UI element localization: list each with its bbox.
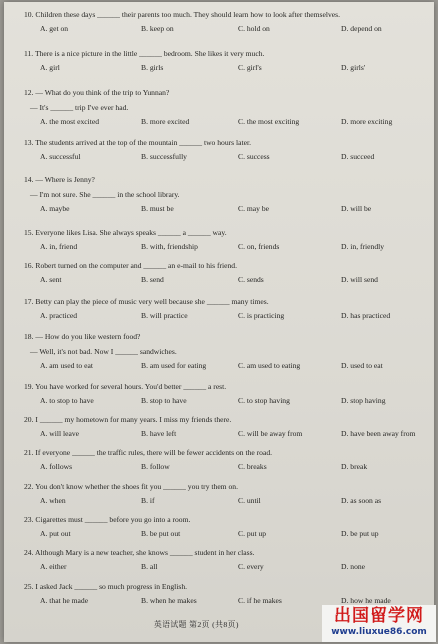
answer-options	[24, 24, 429, 34]
question-20	[24, 415, 429, 439]
option-a: A. in, friend	[40, 242, 78, 251]
option-b: B. successfully	[141, 152, 187, 161]
answer-options	[24, 275, 429, 285]
question-stem: 21. If everyone ______ the traffic rules, there will be fewer accidents on the road.	[24, 448, 273, 457]
question-10	[24, 10, 429, 34]
option-d: D. will be	[341, 204, 372, 213]
option-a: A. that he made	[40, 596, 89, 605]
option-c: C. hold on	[238, 24, 270, 33]
option-c: C. if he makes	[238, 596, 282, 605]
option-c: C. sends	[238, 275, 264, 284]
option-b: B. have left	[141, 429, 177, 438]
answer-options	[24, 396, 429, 406]
option-d: D. girls'	[341, 63, 366, 72]
option-b: B. send	[141, 275, 164, 284]
option-a: A. follows	[40, 462, 73, 471]
question-dialogue-line: — Well, it's not bad. Now I ______ sandwiches.	[30, 347, 177, 356]
option-b: B. keep on	[141, 24, 174, 33]
option-c: C. girl's	[238, 63, 262, 72]
option-c: C. is practicing	[238, 311, 285, 320]
option-a: A. either	[40, 562, 67, 571]
option-d: D. as soon as	[341, 496, 382, 505]
option-c: C. may be	[238, 204, 270, 213]
question-stem: 18. — How do you like western food?	[24, 332, 141, 341]
option-c: C. success	[238, 152, 270, 161]
answer-options	[24, 311, 429, 321]
option-d: D. more exciting	[341, 117, 393, 126]
option-b: B. follow	[141, 462, 170, 471]
option-b: B. stop to have	[141, 396, 187, 405]
option-c: C. put up	[238, 529, 267, 538]
option-b: B. with, friendship	[141, 242, 198, 251]
question-22	[24, 482, 429, 506]
option-d: D. none	[341, 562, 366, 571]
answer-options	[24, 242, 429, 252]
option-d: D. used to eat	[341, 361, 383, 370]
question-stem: 14. — Where is Jenny?	[24, 175, 95, 184]
question-23	[24, 515, 429, 539]
exam-page	[4, 2, 434, 642]
option-a: A. when	[40, 496, 66, 505]
option-c: C. every	[238, 562, 264, 571]
option-d: D. how he made	[341, 596, 391, 605]
option-c: C. until	[238, 496, 261, 505]
question-stem: 22. You don't know whether the shoes fit you ______ you try them on.	[24, 482, 238, 491]
question-17	[24, 297, 429, 321]
question-stem: 23. Cigarettes must ______ before you go into a room.	[24, 515, 191, 524]
option-d: D. have been away from	[341, 429, 416, 438]
answer-options	[24, 361, 429, 371]
question-14	[24, 175, 429, 214]
option-a: A. the most excited	[40, 117, 100, 126]
option-d: D. has practiced	[341, 311, 391, 320]
option-a: A. sent	[40, 275, 62, 284]
question-16	[24, 261, 429, 285]
watermark-url: www.liuxue86.com	[331, 627, 427, 637]
option-d: D. in, friendly	[341, 242, 385, 251]
option-d: D. depend on	[341, 24, 382, 33]
question-stem: 10. Children these days ______ their parents too much. They should learn how to look after themselves.	[24, 10, 340, 19]
question-24	[24, 548, 429, 572]
question-stem: 19. You have worked for several hours. You'd better ______ a rest.	[24, 382, 227, 391]
question-stem: 25. I asked Jack ______ so much progress in English.	[24, 582, 188, 591]
option-b: B. will practice	[141, 311, 188, 320]
question-stem: 11. There is a nice picture in the little ______ bedroom. She likes it very much.	[24, 49, 265, 58]
answer-options	[24, 117, 429, 127]
answer-options	[24, 562, 429, 572]
option-b: B. when he makes	[141, 596, 197, 605]
watermark-name: 出国留学网	[334, 606, 424, 626]
question-stem: 24. Although Mary is a new teacher, she knows ______ student in her class.	[24, 548, 255, 557]
option-d: D. break	[341, 462, 368, 471]
question-19	[24, 382, 429, 406]
question-dialogue-line: — I'm not sure. She ______ in the school library.	[30, 190, 180, 199]
question-stem: 12. — What do you think of the trip to Yunnan?	[24, 88, 170, 97]
question-18	[24, 332, 429, 371]
option-d: D. will send	[341, 275, 378, 284]
question-12	[24, 88, 429, 127]
option-d: D. stop having	[341, 396, 386, 405]
question-stem: 20. I ______ my hometown for many years. I miss my friends there.	[24, 415, 232, 424]
answer-options	[24, 462, 429, 472]
option-c: C. will be away from	[238, 429, 303, 438]
option-a: A. am used to eat	[40, 361, 93, 370]
option-d: D. succeed	[341, 152, 375, 161]
page-footer: 英语试题 第2页 (共8页)	[154, 620, 239, 629]
question-stem: 13. The students arrived at the top of the mountain ______ two hours later.	[24, 138, 251, 147]
question-dialogue-line: — It's ______ trip I've ever had.	[30, 103, 129, 112]
answer-options	[24, 429, 429, 439]
question-25	[24, 582, 429, 606]
option-a: A. put out	[40, 529, 71, 538]
option-b: B. be put out	[141, 529, 181, 538]
answer-options	[24, 152, 429, 162]
option-b: B. girls	[141, 63, 164, 72]
question-15	[24, 228, 429, 252]
question-21	[24, 448, 429, 472]
option-c: C. to stop having	[238, 396, 290, 405]
option-a: A. maybe	[40, 204, 70, 213]
option-a: A. successful	[40, 152, 81, 161]
answer-options	[24, 529, 429, 539]
answer-options	[24, 63, 429, 73]
option-a: A. practiced	[40, 311, 78, 320]
question-11	[24, 49, 429, 73]
option-a: A. will leave	[40, 429, 80, 438]
option-d: D. be put up	[341, 529, 379, 538]
option-a: A. to stop to have	[40, 396, 94, 405]
option-b: B. if	[141, 496, 155, 505]
question-stem: 16. Robert turned on the computer and ______ an e-mail to his friend.	[24, 261, 237, 270]
option-c: C. breaks	[238, 462, 267, 471]
option-b: B. more excited	[141, 117, 190, 126]
option-b: B. must be	[141, 204, 174, 213]
option-a: A. get on	[40, 24, 69, 33]
site-watermark-logo	[322, 605, 436, 642]
question-13	[24, 138, 429, 162]
option-c: C. on, friends	[238, 242, 280, 251]
option-a: A. girl	[40, 63, 60, 72]
option-c: C. am used to eating	[238, 361, 301, 370]
option-b: B. am used for eating	[141, 361, 207, 370]
option-c: C. the most exciting	[238, 117, 300, 126]
question-stem: 15. Everyone likes Lisa. She always speaks ______ a ______ way.	[24, 228, 227, 237]
question-stem: 17. Betty can play the piece of music very well because she ______ many times.	[24, 297, 269, 306]
option-b: B. all	[141, 562, 158, 571]
answer-options	[24, 496, 429, 506]
answer-options	[24, 204, 429, 214]
